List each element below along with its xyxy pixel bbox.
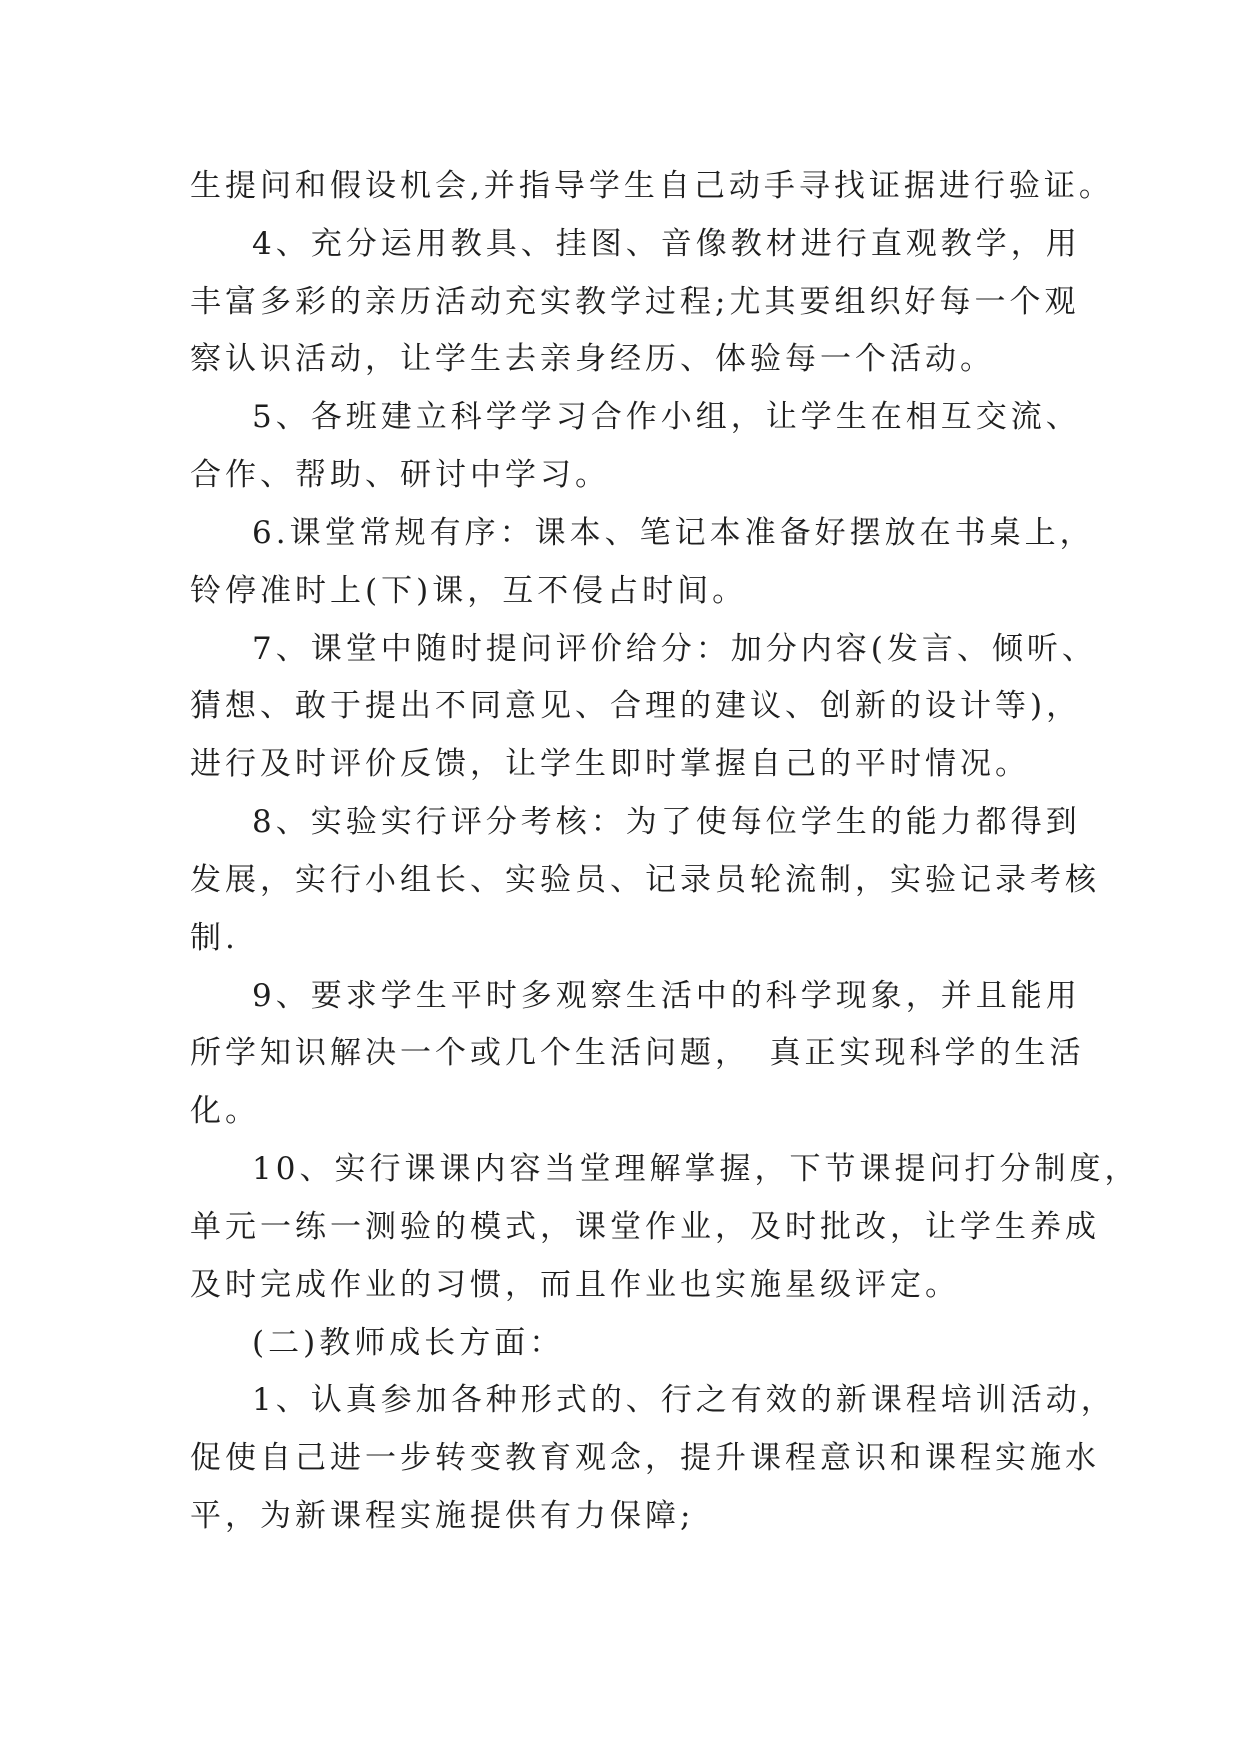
text-line: 丰富多彩的亲历活动充实教学过程;尤其要组织好每一个观 <box>190 284 1080 320</box>
text-line: 化。 <box>190 1093 260 1129</box>
text-line: 10、实行课课内容当堂理解掌握，下节课提问打分制度， <box>252 1151 1140 1187</box>
text-line: 7、课堂中随时提问评价给分：加分内容(发言、倾听、 <box>252 631 1097 667</box>
text-line: 发展，实行小组长、实验员、记录员轮流制，实验记录考核 <box>190 862 1100 898</box>
text-line: 制. <box>190 920 239 956</box>
text-line: 生提问和假设机会,并指导学生自己动手寻找证据进行验证。 <box>190 168 1114 204</box>
text-line: 察认识活动，让学生去亲身经历、体验每一个活动。 <box>190 341 995 377</box>
text-line: 4、充分运用教具、挂图、音像教材进行直观教学，用 <box>252 226 1081 262</box>
text-line: 单元一练一测验的模式，课堂作业，及时批改，让学生养成 <box>190 1209 1100 1245</box>
text-line: 平，为新课程实施提供有力保障; <box>190 1498 695 1534</box>
text-line: 5、各班建立科学学习合作小组，让学生在相互交流、 <box>252 399 1081 435</box>
text-line: 6.课堂常规有序：课本、笔记本准备好摆放在书桌上， <box>252 515 1095 551</box>
text-line: 合作、帮助、研讨中学习。 <box>190 457 610 493</box>
text-line: 猜想、敢于提出不同意见、合理的建议、创新的设计等)， <box>190 688 1082 724</box>
text-line: 所学知识解决一个或几个生活问题， 真正实现科学的生活 <box>190 1035 1085 1071</box>
text-line: 9、要求学生平时多观察生活中的科学现象，并且能用 <box>252 978 1081 1014</box>
text-line: 8、实验实行评分考核：为了使每位学生的能力都得到 <box>252 804 1081 840</box>
text-line: 1、认真参加各种形式的、行之有效的新课程培训活动， <box>252 1382 1116 1418</box>
text-line: 进行及时评价反馈，让学生即时掌握自己的平时情况。 <box>190 746 1030 782</box>
text-line: 促使自己进一步转变教育观念，提升课程意识和课程实施水 <box>190 1440 1100 1476</box>
section-heading: (二)教师成长方面： <box>252 1325 565 1361</box>
text-line: 及时完成作业的习惯，而且作业也实施星级评定。 <box>190 1267 960 1303</box>
text-line: 铃停准时上(下)课，互不侵占时间。 <box>190 573 748 609</box>
